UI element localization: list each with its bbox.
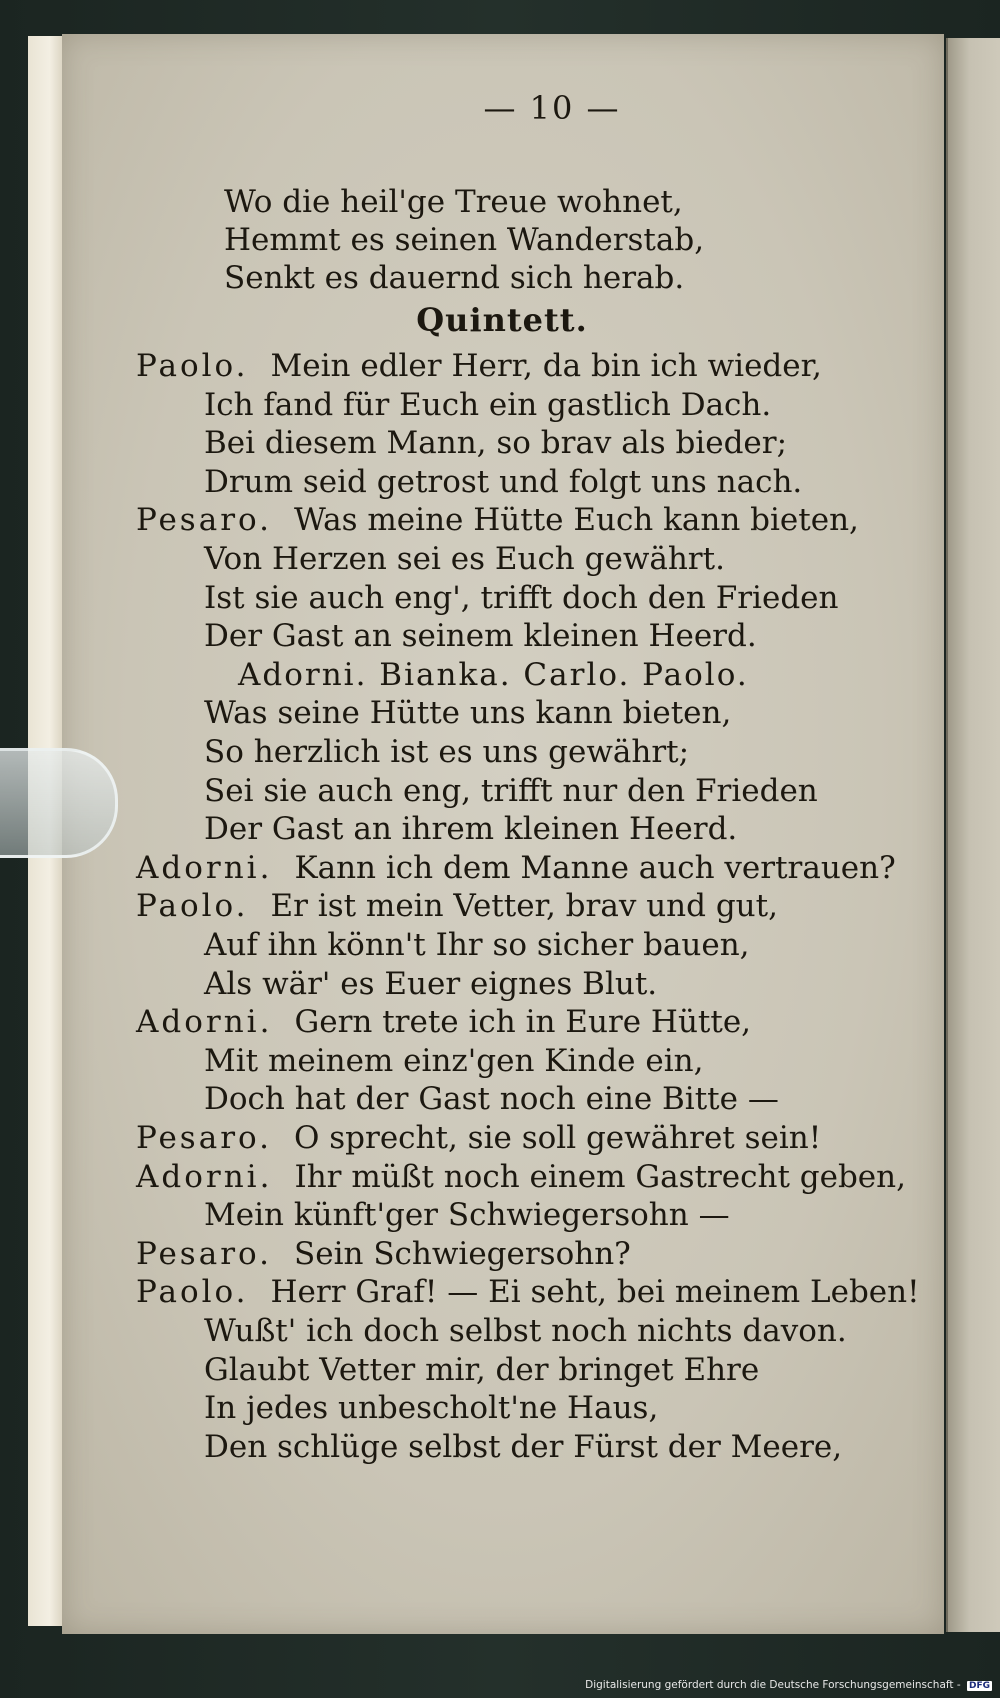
verse-line: Ist sie auch eng', trifft doch den Frieden — [204, 579, 839, 616]
speaker-name: Adorni. — [136, 1004, 273, 1041]
speaker-line — [136, 888, 778, 926]
speaker-name: Paolo. — [136, 888, 249, 925]
speaker-line — [136, 502, 859, 540]
verse-line: Der Gast an seinem kleinen Heerd. — [204, 618, 757, 655]
verse-line: Mein künft'ger Schwiegersohn — — [204, 1197, 730, 1234]
page-clip — [0, 748, 118, 858]
verse-line: Was seine Hütte uns kann bieten, — [204, 695, 732, 732]
speaker-name: Paolo. — [136, 1274, 249, 1311]
verse-line: So herzlich ist es uns gewährt; — [204, 734, 690, 770]
verse-text: Sein Schwiegersohn? — [294, 1235, 631, 1272]
verse-text: Mein edler Herr, da bin ich wieder, — [270, 348, 822, 384]
verse-line: Von Herzen sei es Euch gewährt. — [204, 541, 725, 577]
speaker-name: Pesaro. — [136, 1235, 272, 1272]
verse-line: Drum seid getrost und folgt uns nach. — [204, 463, 803, 500]
page-text — [62, 34, 944, 1634]
speaker-name: Pesaro. — [136, 1120, 272, 1156]
speaker-line — [136, 1274, 920, 1312]
speaker-line — [136, 348, 822, 386]
intro-line: Hemmt es seinen Wanderstab, — [224, 222, 705, 258]
section-heading: Quintett. — [416, 301, 588, 339]
speaker-line — [136, 1120, 821, 1158]
speaker-name: Pesaro. — [136, 502, 272, 539]
adjacent-page-edge — [946, 38, 1000, 1632]
verse-line: Wußt' ich doch selbst noch nichts davon. — [204, 1313, 847, 1349]
verse-text: Gern trete ich in Eure Hütte, — [294, 1004, 752, 1041]
credit-text: Digitalisierung gefördert durch die Deutsche Forschungsgemeinschaft - — [585, 1679, 961, 1691]
intro-line: Senkt es dauernd sich herab. — [224, 260, 685, 296]
verse-line: Doch hat der Gast noch eine Bitte — — [204, 1081, 779, 1118]
speaker-line — [136, 1004, 751, 1042]
verse-line: Auf ihn könn't Ihr so sicher bauen, — [204, 927, 750, 963]
verse-line: In jedes unbescholt'ne Haus, — [204, 1390, 659, 1427]
verse-text: Was meine Hütte Euch kann bieten, — [294, 502, 859, 539]
verse-line: Den schlüge selbst der Fürst der Meere, — [204, 1428, 843, 1465]
speaker-name: Adorni. — [136, 849, 273, 886]
speaker-name: Paolo. — [136, 348, 249, 384]
verse-text: O sprecht, sie soll gewähret sein! — [294, 1120, 822, 1156]
book-page — [62, 34, 944, 1634]
verse-line: Bei diesem Mann, so brav als bieder; — [204, 425, 788, 462]
verse-line: Ich fand für Euch ein gastlich Dach. — [204, 386, 772, 423]
verse-line: Mit meinem einz'gen Kinde ein, — [204, 1042, 704, 1079]
verse-text: Ihr müßt noch einem Gastrecht geben, — [294, 1158, 906, 1195]
verse-line: Der Gast an ihrem kleinen Heerd. — [204, 811, 738, 848]
speaker-line — [136, 1159, 906, 1197]
verse-text: Er ist mein Vetter, brav und gut, — [270, 888, 778, 925]
dfg-logo: DFG — [968, 1681, 990, 1691]
verse-text: Kann ich dem Manne auch vertrauen? — [294, 849, 896, 886]
speaker-name: Adorni. — [136, 1158, 273, 1195]
verse-line: Sei sie auch eng, trifft nur den Frieden — [204, 772, 818, 809]
speaker-line — [136, 850, 896, 888]
verse-line: Als wär' es Euer eignes Blut. — [204, 965, 658, 1002]
speaker-line — [136, 1236, 631, 1274]
verse-text: Herr Graf! — Ei seht, bei meinem Leben! — [270, 1274, 920, 1311]
page-number: — 10 — — [483, 89, 621, 127]
digitization-credit — [585, 1679, 992, 1691]
intro-line: Wo die heil'ge Treue wohnet, — [224, 184, 683, 220]
verse-line: Adorni. Bianka. Carlo. Paolo. — [238, 656, 749, 693]
verse-line: Glaubt Vetter mir, der bringet Ehre — [204, 1351, 760, 1388]
